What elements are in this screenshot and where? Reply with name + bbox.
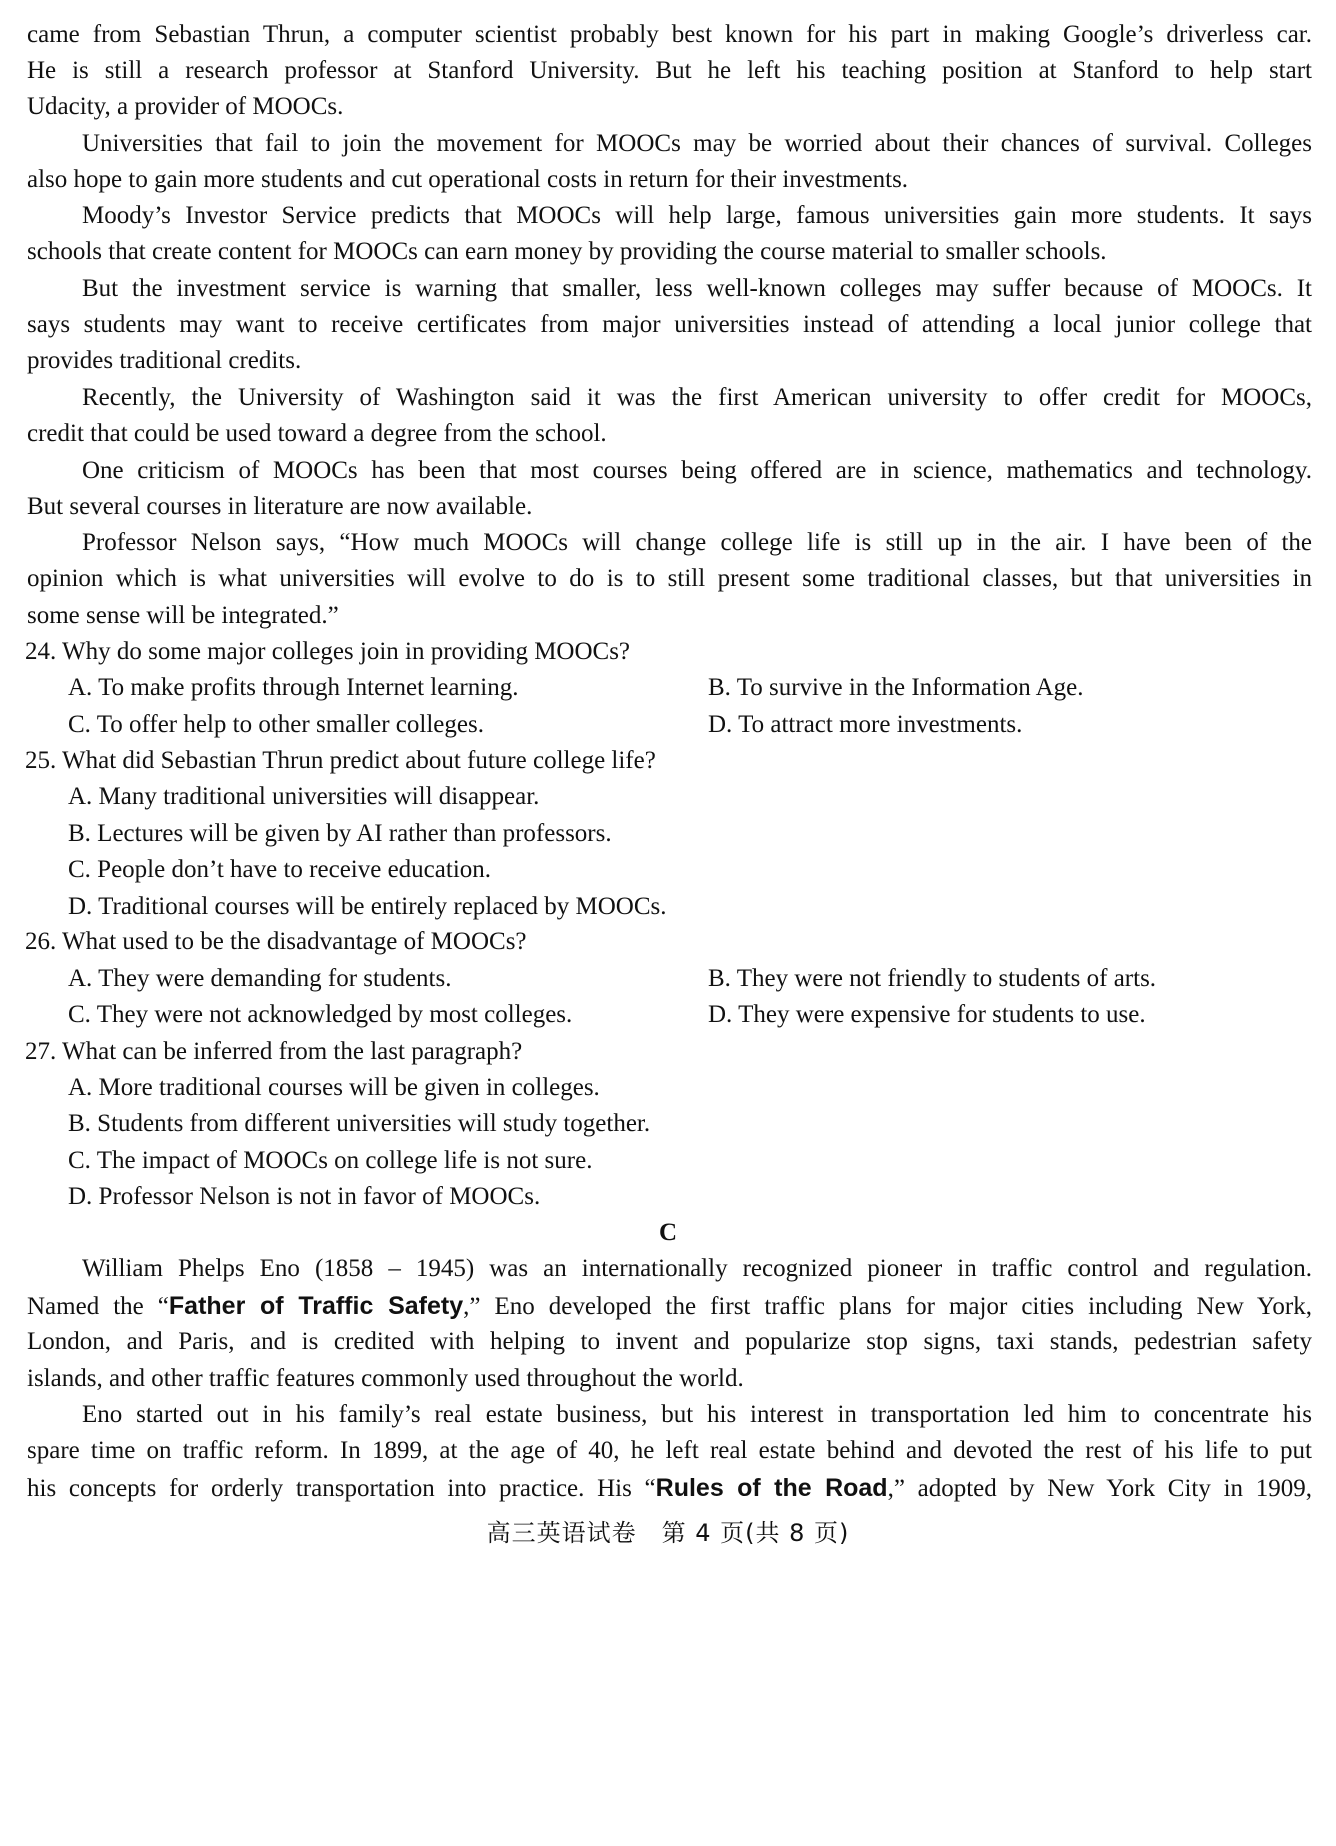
answer-option: A. To make profits through Internet learning. xyxy=(68,674,519,701)
text-run: ,” adopted by New York City in 1909, xyxy=(887,1475,1313,1502)
paragraph-line: But several courses in literature are now available. xyxy=(27,493,533,520)
bold-term: Father of Traffic Safety xyxy=(168,1292,464,1320)
paragraph-line: some sense will be integrated.” xyxy=(27,602,339,629)
question-stem: 24. Why do some major colleges join in providing MOOCs? xyxy=(25,638,631,665)
answer-option: D. Professor Nelson is not in favor of MOOCs. xyxy=(68,1183,541,1210)
text-run: Named the “ xyxy=(27,1293,169,1320)
answer-option: C. To offer help to other smaller colleges. xyxy=(68,711,484,738)
paragraph-line: But the investment service is warning that smaller, less well-known colleges may suffer because of MOOCs. It xyxy=(82,275,1312,302)
paragraph-line: credit that could be used toward a degree from the school. xyxy=(27,420,607,447)
answer-option: C. They were not acknowledged by most colleges. xyxy=(68,1001,573,1028)
paragraph-line: came from Sebastian Thrun, a computer scientist probably best known for his part in making Google’s driverless car. xyxy=(27,21,1312,48)
answer-option: A. They were demanding for students. xyxy=(68,965,452,992)
answer-option: A. Many traditional universities will disappear. xyxy=(68,783,540,810)
paragraph-line: schools that create content for MOOCs can earn money by providing the course material to smaller schools. xyxy=(27,238,1107,265)
paragraph-line: islands, and other traffic features commonly used throughout the world. xyxy=(27,1365,744,1392)
paragraph-line: Moody’s Investor Service predicts that MOOCs will help large, famous universities gain more students. It says xyxy=(82,202,1312,229)
answer-option: D. Traditional courses will be entirely replaced by MOOCs. xyxy=(68,893,667,920)
answer-option: A. More traditional courses will be given in colleges. xyxy=(68,1074,600,1101)
paragraph-line: Eno started out in his family’s real estate business, but his interest in transportation led him to concentrate his xyxy=(82,1401,1312,1428)
paragraph-line: Universities that fail to join the movement for MOOCs may be worried about their chances of survival. Colleges xyxy=(82,130,1312,157)
section-heading: C xyxy=(658,1219,678,1246)
bold-term: Rules of the Road xyxy=(655,1474,888,1502)
answer-option: C. The impact of MOOCs on college life is not sure. xyxy=(68,1147,593,1174)
answer-option: B. Students from different universities will study together. xyxy=(68,1110,651,1137)
paragraph-line xyxy=(27,1291,1312,1322)
answer-option: C. People don’t have to receive education. xyxy=(68,856,492,883)
question-stem: 26. What used to be the disadvantage of MOOCs? xyxy=(25,928,527,955)
answer-option: D. To attract more investments. xyxy=(708,711,1023,738)
paragraph-line: spare time on traffic reform. In 1899, at the age of 40, he left real estate behind and devoted the rest of his life to put xyxy=(27,1437,1312,1464)
answer-option: D. They were expensive for students to use. xyxy=(708,1001,1146,1028)
paragraph-line: One criticism of MOOCs has been that most courses being offered are in science, mathematics and technology. xyxy=(82,457,1312,484)
question-stem: 25. What did Sebastian Thrun predict about future college life? xyxy=(25,747,656,774)
answer-option: B. They were not friendly to students of arts. xyxy=(708,965,1157,992)
paragraph-line: William Phelps Eno (1858 – 1945) was an internationally recognized pioneer in traffic control and regulation. xyxy=(82,1255,1312,1282)
paragraph-line: provides traditional credits. xyxy=(27,347,302,374)
text-run: his concepts for orderly transportation into practice. His “ xyxy=(27,1475,656,1502)
paragraph-line xyxy=(27,1473,1312,1504)
paragraph-line: Recently, the University of Washington said it was the first American university to offer credit for MOOCs, xyxy=(82,384,1312,411)
paragraph-line: says students may want to receive certificates from major universities instead of attending a local junior college that xyxy=(27,311,1312,338)
page-footer: 高三英语试卷 第 4 页(共 8 页) xyxy=(486,1519,850,1547)
question-stem: 27. What can be inferred from the last paragraph? xyxy=(25,1038,523,1065)
paragraph-line: He is still a research professor at Stanford University. But he left his teaching position at Stanford to help start xyxy=(27,57,1312,84)
paragraph-line: Professor Nelson says, “How much MOOCs will change college life is still up in the air. I have been of the xyxy=(82,529,1312,556)
answer-option: B. Lectures will be given by AI rather than professors. xyxy=(68,820,612,847)
paragraph-line: London, and Paris, and is credited with helping to invent and popularize stop signs, taxi stands, pedestrian safety xyxy=(27,1328,1312,1355)
paragraph-line: opinion which is what universities will evolve to do is to still present some traditional classes, but that universities in xyxy=(27,565,1312,592)
text-run: ,” Eno developed the first traffic plans for major cities including New York, xyxy=(463,1293,1312,1320)
paragraph-line: also hope to gain more students and cut operational costs in return for their investments. xyxy=(27,166,909,193)
answer-option: B. To survive in the Information Age. xyxy=(708,674,1084,701)
paragraph-line: Udacity, a provider of MOOCs. xyxy=(27,93,344,120)
